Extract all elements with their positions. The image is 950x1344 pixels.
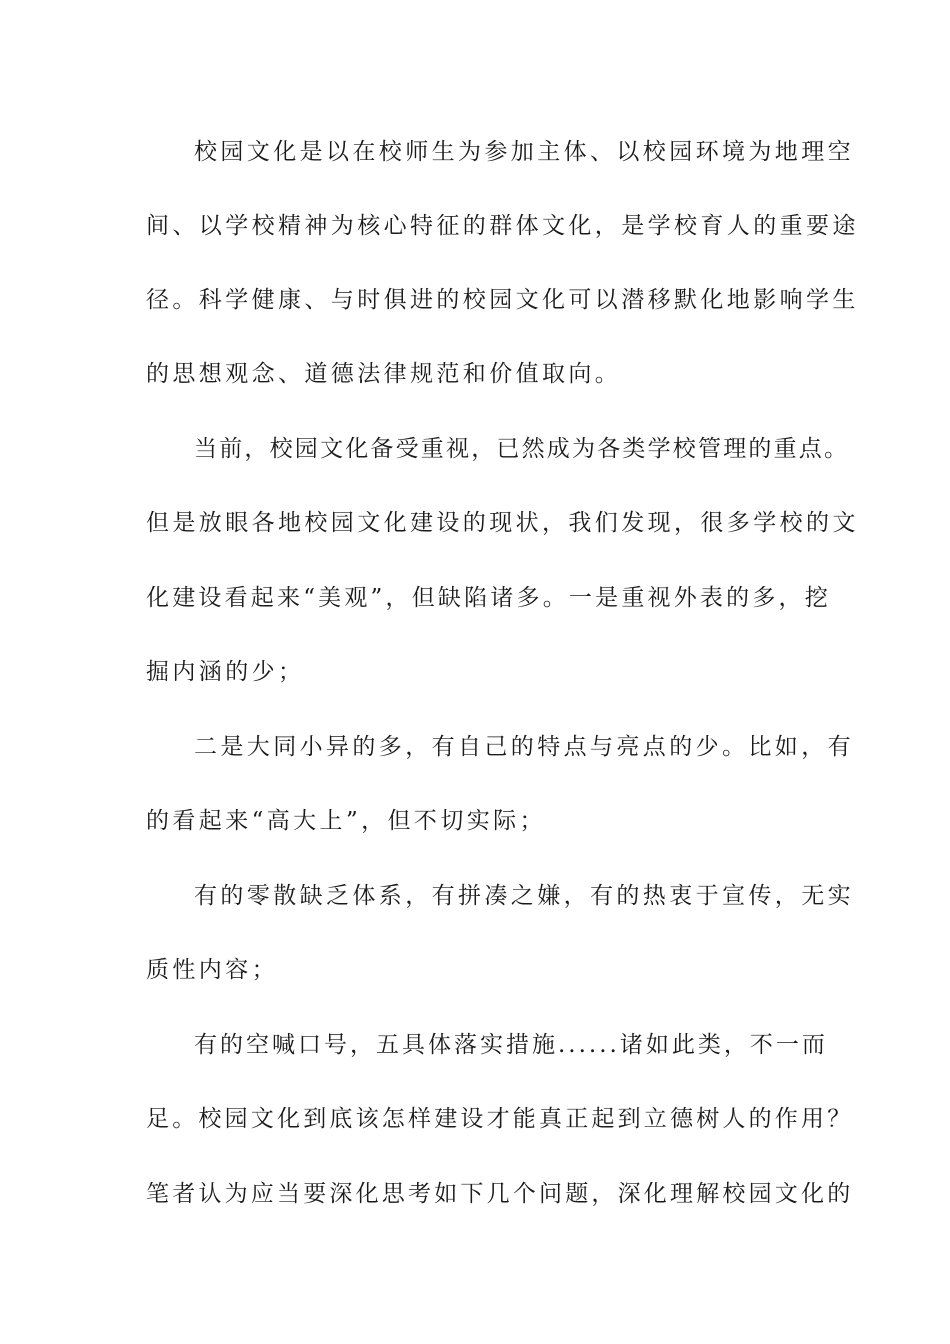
paragraph-4-line-2: 质性内容； [146,957,278,983]
paragraph-3-line-2: 的看起来“高大上”，但不切实际； [146,808,546,834]
paragraph-5-line-1: 有的空喊口号，五具体落实措施......诸如此类，不一而 [194,1032,828,1058]
paragraph-5-line-3: 笔者认为应当要深化思考如下几个问题，深化理解校园文化的 [146,1181,854,1207]
paragraph-1-line-2: 间、以学校精神为核心特征的群体文化，是学校育人的重要途 [146,213,859,239]
paragraph-1-line-4: 的思想观念、道德法律规范和价值取向。 [146,361,622,387]
paragraph-2-line-4: 掘内涵的少； [146,659,305,685]
paragraph-2-line-3: 化建设看起来“美观”，但缺陷诸多。一是重视外表的多，挖 [146,585,831,611]
paragraph-4-line-1: 有的零散缺乏体系，有拼凑之嫌，有的热衷于宣传，无实 [194,883,854,909]
paragraph-2-line-2: 但是放眼各地校园文化建设的现状，我们发现，很多学校的文 [146,510,859,536]
paragraph-3-line-1: 二是大同小异的多，有自己的特点与亮点的少。比如，有 [194,734,854,760]
paragraph-1-line-1: 校园文化是以在校师生为参加主体、以校园环境为地理空 [194,139,854,165]
paragraph-1-line-3: 径。科学健康、与时俱进的校园文化可以潜移默化地影响学生 [146,287,859,313]
paragraph-5-line-2: 足。校园文化到底该怎样建设才能真正起到立德树人的作用？ [146,1106,854,1132]
paragraph-2-line-1: 当前，校园文化备受重视，已然成为各类学校管理的重点。 [194,436,850,462]
